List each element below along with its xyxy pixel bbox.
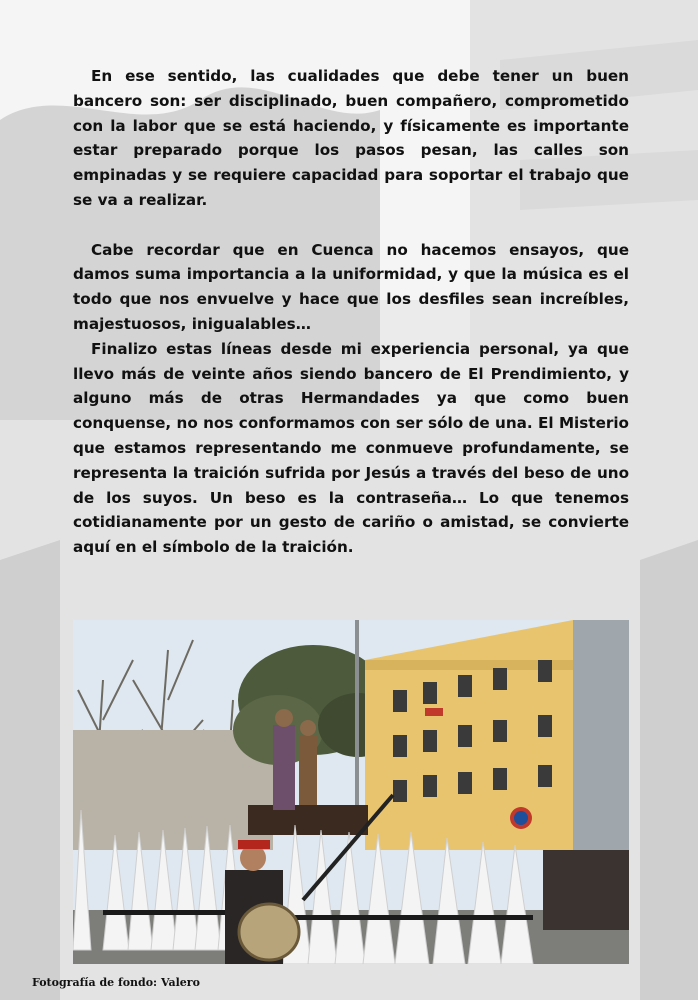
procession-photo (73, 620, 629, 964)
article-text (73, 64, 629, 560)
paragraph-2: Cabe recordar que en Cuenca no hacemos ensayos, que damos suma importancia a la uniformidad, y que la música es el todo que nos envuelve y hace que los desfiles sean increíbles, majestuosos, inigualables… (73, 240, 629, 333)
photo-credit: Fotografía de fondo: Valero (32, 976, 200, 989)
paragraph-3: Finalizo estas líneas desde mi experiencia personal, ya que llevo más de veinte años siendo bancero de El Prendimiento, y alguno más de otras Hermandades ya que como buen conquense, no nos conformamos con ser sólo de una. El Misterio que estamos representando me conmueve profundamente, se representa la traición sufrida por Jesús a través del beso de uno de los suyos. Un beso es la contraseña… Lo que tenemos cotidianamente por un gesto de cariño o amistad, se convierte aquí en el símbolo de la traición. (73, 339, 629, 557)
paragraph-1: En ese sentido, las cualidades que debe tener un buen bancero son: ser disciplinado, buen compañero, comprometido con la labor que se está haciendo, y físicamente es importante estar preparado porque los pasos pesan, las calles son empinadas y se requiere capacidad para soportar el trabajo que se va a realizar. (73, 67, 629, 209)
